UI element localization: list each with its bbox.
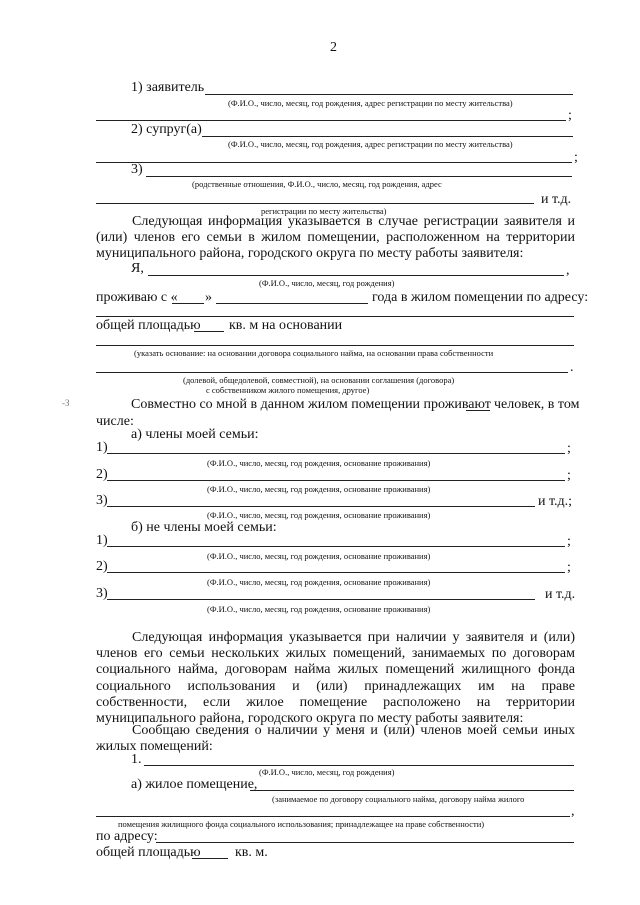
relative-note-a: (родственные отношения, Ф.И.О., число, месяц, год рождения, адрес [192, 179, 442, 189]
basis-note-3: с собственником жилого помещения, другое) [206, 385, 370, 395]
live-since-label: проживаю с « [96, 290, 178, 305]
dwelling-area-line[interactable] [192, 858, 228, 859]
cohabitants-text: Совместно со мной в данном жилом помещении проживают [131, 397, 491, 412]
applicant-end: ; [568, 108, 572, 123]
nonfamily-3-note: (Ф.И.О., число, месяц, год рождения, основание проживания) [207, 604, 431, 614]
family-1-label: 1) [96, 440, 108, 455]
dwelling-a-note-2: помещения жилищного фонда социального использования; принадлежащее на праве собственности) [118, 819, 485, 829]
dwelling-a-end: , [571, 804, 575, 819]
registration-paragraph: Следующая информация указывается в случае регистрации заявителя и (или) членов его семьи в жилом помещении, расположенном на территории муниципального района, городского округа по месту работы заявителя: [96, 214, 575, 262]
nonfamily-1-note: (Ф.И.О., число, месяц, год рождения, основание проживания) [207, 551, 431, 561]
dwelling-address-line[interactable] [156, 842, 574, 843]
applicant-line-2[interactable] [96, 120, 566, 121]
relative-line-2[interactable] [96, 203, 534, 204]
relative-line[interactable] [146, 176, 572, 177]
dwelling-a-note-1: (занимаемое по договору социального найма, договору найма жилого [272, 794, 525, 804]
area-basis-label: кв. м на основании [229, 318, 343, 333]
ya-label: Я, [131, 261, 144, 276]
family-1-end: ; [567, 441, 571, 456]
dwelling-1-label: 1. [131, 752, 142, 767]
family-3-note: (Ф.И.О., число, месяц, год рождения, основание проживания) [207, 510, 431, 520]
basis-line-2[interactable] [96, 372, 568, 373]
dwelling-a-line-2[interactable] [96, 816, 570, 817]
nonfamily-2-line[interactable] [107, 572, 565, 573]
area-line[interactable] [194, 331, 224, 332]
spouse-label: 2) супруг(а) [131, 122, 202, 137]
family-2-note: (Ф.И.О., число, месяц, год рождения, основание проживания) [207, 484, 431, 494]
dwelling-address-label: по адресу: [96, 829, 158, 844]
spouse-note: (Ф.И.О., число, месяц, год рождения, адрес регистрации по месту жительства) [228, 139, 513, 149]
live-quote-close: » [205, 290, 212, 305]
dwelling-1-line[interactable] [144, 765, 574, 766]
cohabitants-text-3: числе: [96, 414, 134, 429]
dwelling-area-label: общей площадью [96, 845, 201, 860]
cohabitants-text-2: человек, в том [494, 397, 580, 412]
margin-mark: -З [62, 398, 70, 408]
dwellings-info-paragraph: Сообщаю сведения о наличии у меня и (или) членов моей семьи иных жилых помещений: [96, 723, 575, 755]
ya-line[interactable] [148, 275, 564, 276]
spouse-line-2[interactable] [96, 162, 572, 163]
area-label: общей площадью [96, 318, 201, 333]
family-3-line[interactable] [107, 506, 535, 507]
basis-note-1: (указать основание: на основании договора социального найма, на основании права собственности [134, 348, 494, 358]
basis-line[interactable] [96, 345, 574, 346]
family-2-end: ; [567, 468, 571, 483]
family-3-end: и т.д.; [538, 494, 573, 509]
address-line[interactable] [96, 316, 574, 317]
live-address-label: года в жилом помещении по адресу: [372, 290, 589, 305]
cohabitants-count-line[interactable] [466, 410, 490, 411]
relative-note-b: регистрации по месту жительства) [261, 206, 387, 216]
family-1-line[interactable] [107, 453, 565, 454]
nonfamily-3-end: и т.д. [545, 587, 576, 602]
basis-end: . [570, 360, 574, 375]
live-day-line[interactable] [172, 303, 204, 304]
nonfamily-2-label: 2) [96, 559, 108, 574]
family-members-heading: а) члены моей семьи: [131, 427, 259, 442]
nonfamily-1-label: 1) [96, 533, 108, 548]
dwelling-area-unit: кв. м. [235, 845, 268, 860]
dwelling-a-line[interactable] [250, 790, 574, 791]
non-family-heading: б) не члены моей семьи: [131, 520, 277, 535]
family-2-line[interactable] [107, 480, 565, 481]
nonfamily-1-end: ; [567, 534, 571, 549]
multiple-dwellings-paragraph: Следующая информация указывается при наличии у заявителя и (или) членов его семьи нескольких жилых помещений, занимаемых по договорам социального найма, договорам найма жилых помещений жилищного фонда социального использования и (или) принадлежащих им на праве собственности, если жилое помещение расположено на территории муниципального района, городского округа по месту работы заявителя: [96, 630, 575, 727]
relative-label: 3) [131, 162, 143, 177]
live-month-year-line[interactable] [216, 303, 368, 304]
dwelling-1-note: (Ф.И.О., число, месяц, год рождения) [259, 767, 395, 777]
dwelling-a-label: а) жилое помещение, [131, 777, 258, 792]
family-3-label: 3) [96, 493, 108, 508]
ya-end: , [566, 263, 570, 278]
spouse-line[interactable] [202, 136, 573, 137]
nonfamily-1-line[interactable] [107, 546, 565, 547]
ya-note: (Ф.И.О., число, месяц, год рождения) [259, 278, 395, 288]
applicant-label: 1) заявитель [131, 80, 205, 95]
applicant-line[interactable] [205, 94, 573, 95]
family-2-label: 2) [96, 467, 108, 482]
page-number: 2 [330, 40, 337, 55]
family-1-note: (Ф.И.О., число, месяц, год рождения, основание проживания) [207, 458, 431, 468]
spouse-end: ; [574, 150, 578, 165]
applicant-note: (Ф.И.О., число, месяц, год рождения, адрес регистрации по месту жительства) [228, 98, 513, 108]
nonfamily-3-label: 3) [96, 586, 108, 601]
basis-note-2: (долевой, общедолевой, совместной), на основании соглашения (договора) [183, 375, 455, 385]
nonfamily-3-line[interactable] [107, 599, 535, 600]
nonfamily-2-end: ; [567, 560, 571, 575]
relative-end: и т.д. [541, 192, 572, 207]
nonfamily-2-note: (Ф.И.О., число, месяц, год рождения, основание проживания) [207, 577, 431, 587]
